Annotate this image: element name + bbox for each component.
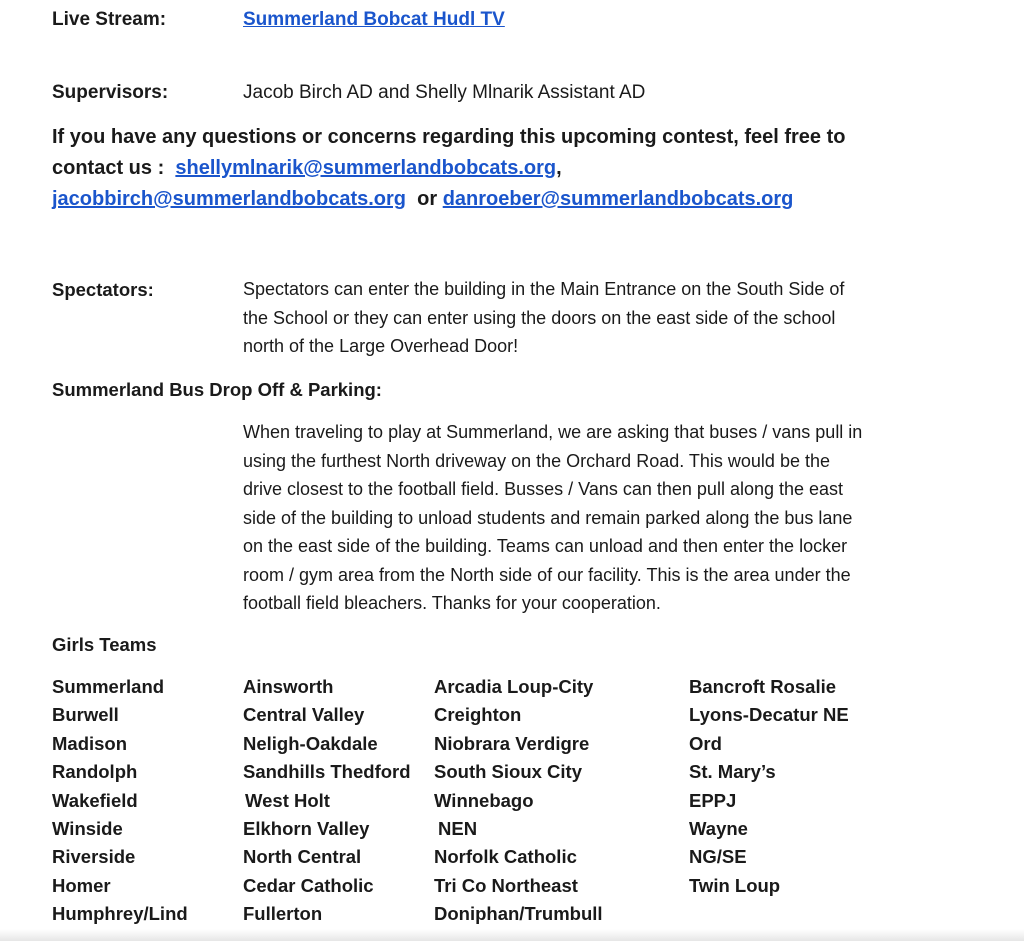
team-name: Arcadia Loup-City xyxy=(434,676,594,697)
bus-line: on the east side of the building. Teams can unload and then enter the locker xyxy=(243,536,848,556)
supervisors-value: Jacob Birch AD and Shelly Mlnarik Assistant AD xyxy=(243,82,646,103)
team-name: Central Valley xyxy=(243,704,365,726)
live-stream-label: Live Stream: xyxy=(52,9,167,30)
team-name: West Holt xyxy=(245,789,330,811)
team-name: Cedar Catholic xyxy=(243,874,374,896)
bus-line: room / gym area from the North side of our facility. This is the area under the xyxy=(243,564,851,585)
teams-column-2 xyxy=(243,673,411,929)
team-name: Fullerton xyxy=(243,903,323,925)
team-name: Madison xyxy=(52,732,128,754)
team-name: North Central xyxy=(243,846,362,868)
team-name: Burwell xyxy=(52,704,119,726)
live-stream-link[interactable]: Summerland Bobcat Hudl TV xyxy=(243,9,505,30)
email-link-jacob[interactable]: jacobbirch@summerlandbobcats.org xyxy=(52,188,407,210)
team-name: EPPJ xyxy=(689,789,737,811)
team-name: Riverside xyxy=(52,846,136,868)
contact-line-2 xyxy=(52,153,562,184)
bus-line: football field bleachers. Thanks for your cooperation. xyxy=(243,593,661,613)
spectators-line: the School or they can enter using the doors on the east side of the school xyxy=(243,307,836,328)
contact-or: or xyxy=(417,188,438,210)
team-name: Doniphan/Trumbull xyxy=(434,903,603,925)
team-name: Tri Co Northeast xyxy=(434,874,578,896)
team-name: Homer xyxy=(52,874,111,896)
team-name: Winside xyxy=(52,818,123,840)
contact-comma: , xyxy=(556,157,562,179)
team-name: Ord xyxy=(689,732,722,754)
team-name: Niobrara Verdigre xyxy=(434,732,590,754)
team-name: Lyons-Decatur NE xyxy=(689,704,849,726)
team-name: Summerland xyxy=(52,676,165,697)
team-name: Twin Loup xyxy=(689,874,781,896)
bus-line: using the furthest North driveway on the Orchard Road. This would be the xyxy=(243,450,830,471)
bus-heading: Summerland Bus Drop Off & Parking: xyxy=(52,379,382,400)
team-name: South Sioux City xyxy=(434,761,582,783)
contact-intro-line: If you have any questions or concerns regarding this upcoming contest, feel free to xyxy=(52,126,846,148)
teams-column-1 xyxy=(52,673,188,929)
spectators-line: north of the Large Overhead Door! xyxy=(243,336,519,356)
team-name: Bancroft Rosalie xyxy=(689,676,837,697)
team-name: Randolph xyxy=(52,761,138,783)
email-link-shelly[interactable]: shellymlnarik@summerlandbobcats.org xyxy=(175,157,557,179)
page-bottom-edge xyxy=(0,929,1024,941)
bus-line: drive closest to the football field. Busses / Vans can then pull along the east xyxy=(243,479,844,499)
team-name: Neligh-Oakdale xyxy=(243,732,378,754)
team-name: NEN xyxy=(438,818,478,840)
team-name: St. Mary’s xyxy=(689,761,776,783)
teams-column-3 xyxy=(434,673,603,929)
team-name: Norfolk Catholic xyxy=(434,846,577,868)
spectators-line: Spectators can enter the building in the Main Entrance on the South Side of xyxy=(243,279,845,299)
team-name: Ainsworth xyxy=(243,676,334,697)
spectators-text xyxy=(243,275,844,361)
bus-line: When traveling to play at Summerland, we are asking that buses / vans pull in xyxy=(243,422,863,442)
team-name: NG/SE xyxy=(689,846,747,868)
bus-line: side of the building to unload students and remain parked along the bus lane xyxy=(243,507,853,528)
team-name: Wayne xyxy=(689,818,748,840)
team-name: Elkhorn Valley xyxy=(243,818,370,840)
teams-heading: Girls Teams xyxy=(52,634,157,655)
team-name: Winnebago xyxy=(434,789,534,811)
contact-line-3 xyxy=(52,184,793,215)
team-name: Sandhills Thedford xyxy=(243,761,411,783)
team-name: Humphrey/Lind xyxy=(52,903,188,925)
team-name: Creighton xyxy=(434,704,522,726)
contact-prefix: contact us : xyxy=(52,157,165,179)
team-name: Wakefield xyxy=(52,789,138,811)
teams-column-4 xyxy=(689,673,849,900)
bus-text xyxy=(243,418,862,618)
email-link-dan[interactable]: danroeber@summerlandbobcats.org xyxy=(442,188,794,210)
supervisors-label: Supervisors: xyxy=(52,82,169,103)
spectators-label: Spectators: xyxy=(52,279,154,300)
